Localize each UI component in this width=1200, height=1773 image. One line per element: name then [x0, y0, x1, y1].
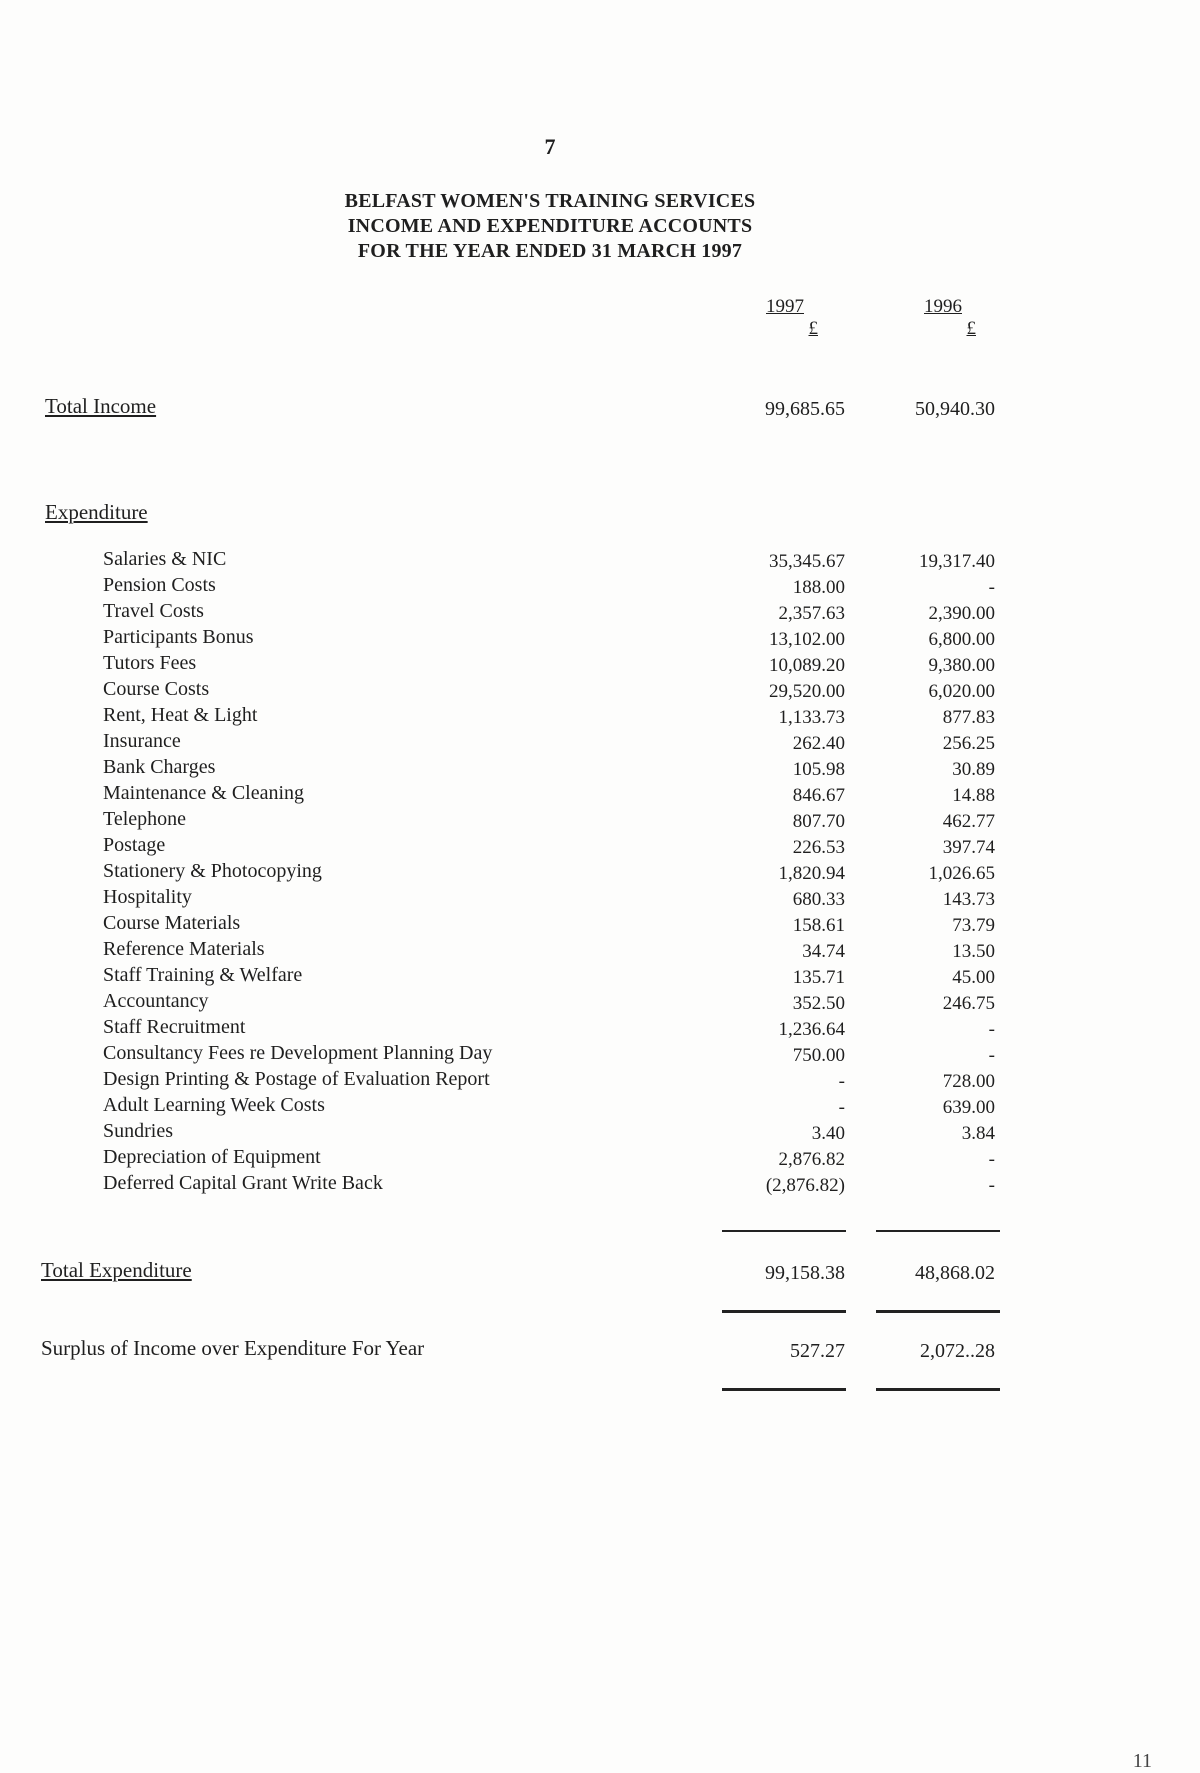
rule-subtotal-1996 — [876, 1230, 1000, 1232]
expenditure-row — [0, 886, 1100, 912]
expenditure-item-name: Rent, Heat & Light — [103, 704, 258, 726]
surplus-label: Surplus of Income over Expenditure For Year — [41, 1336, 425, 1360]
expenditure-item-name: Hospitality — [103, 886, 192, 908]
expenditure-item-name: Bank Charges — [103, 756, 216, 778]
expenditure-item-1997: 352.50 — [792, 993, 845, 1014]
expenditure-item-1997: 1,133.73 — [778, 707, 845, 728]
expenditure-item-1996: - — [988, 1175, 995, 1196]
expenditure-item-1996: 728.00 — [942, 1071, 995, 1092]
expenditure-row — [0, 938, 1100, 964]
total-expenditure-label: Total Expenditure — [41, 1258, 192, 1282]
expenditure-row — [0, 1094, 1100, 1120]
expenditure-row — [0, 782, 1100, 808]
expenditure-item-1997: 10,089.20 — [769, 655, 845, 676]
expenditure-item-name: Sundries — [103, 1120, 173, 1142]
expenditure-item-1996: 9,380.00 — [928, 655, 995, 676]
expenditure-item-1996: - — [988, 577, 995, 598]
surplus-1997: 527.27 — [790, 1340, 845, 1362]
column-currency-1997: £ — [808, 318, 818, 339]
expenditure-item-1997: 34.74 — [802, 941, 845, 962]
expenditure-heading: Expenditure — [45, 500, 148, 524]
expenditure-item-1996: - — [988, 1149, 995, 1170]
title-line-statement: INCOME AND EXPENDITURE ACCOUNTS — [347, 215, 753, 237]
rule-total-1996 — [876, 1310, 1000, 1313]
expenditure-row — [0, 1172, 1100, 1198]
rule-total-1997 — [722, 1310, 846, 1313]
expenditure-item-name: Course Materials — [103, 912, 241, 934]
expenditure-item-name: Depreciation of Equipment — [103, 1146, 321, 1168]
expenditure-row — [0, 1068, 1100, 1094]
total-income-1996: 50,940.30 — [915, 398, 995, 420]
expenditure-row — [0, 652, 1100, 678]
expenditure-item-1996: 2,390.00 — [928, 603, 995, 624]
expenditure-item-name: Travel Costs — [103, 600, 204, 622]
column-currency-1996: £ — [966, 318, 976, 339]
expenditure-item-name: Pension Costs — [103, 574, 216, 596]
expenditure-item-1997: 807.70 — [792, 811, 845, 832]
expenditure-item-1996: 877.83 — [942, 707, 995, 728]
expenditure-item-1996: - — [988, 1019, 995, 1040]
expenditure-item-1997: 35,345.67 — [769, 551, 845, 572]
expenditure-item-name: Stationery & Photocopying — [103, 860, 322, 882]
expenditure-row — [0, 912, 1100, 938]
expenditure-item-1997: 2,876.82 — [778, 1149, 845, 1170]
expenditure-item-1997: 262.40 — [792, 733, 845, 754]
expenditure-item-1996: 246.75 — [942, 993, 995, 1014]
expenditure-item-name: Course Costs — [103, 678, 210, 700]
total-expenditure-1997: 99,158.38 — [765, 1262, 845, 1284]
expenditure-item-1997: 105.98 — [792, 759, 845, 780]
expenditure-item-1997: (2,876.82) — [765, 1175, 845, 1196]
expenditure-item-name: Maintenance & Cleaning — [103, 782, 305, 804]
expenditure-item-1996: 1,026.65 — [928, 863, 995, 884]
expenditure-item-1997: - — [838, 1071, 845, 1092]
expenditure-row — [0, 756, 1100, 782]
expenditure-row — [0, 808, 1100, 834]
expenditure-item-1997: 1,236.64 — [778, 1019, 845, 1040]
expenditure-item-1996: 14.88 — [952, 785, 995, 806]
expenditure-item-1996: 30.89 — [952, 759, 995, 780]
expenditure-item-1997: 226.53 — [792, 837, 845, 858]
expenditure-item-name: Design Printing & Postage of Evaluation Report — [103, 1068, 490, 1090]
column-header-1996 — [878, 296, 1008, 340]
expenditure-item-1997: - — [838, 1097, 845, 1118]
expenditure-item-1997: 29,520.00 — [769, 681, 845, 702]
expenditure-item-1997: 750.00 — [792, 1045, 845, 1066]
expenditure-item-1997: 2,357.63 — [778, 603, 845, 624]
expenditure-item-name: Salaries & NIC — [103, 548, 227, 570]
expenditure-row — [0, 1120, 1100, 1146]
expenditure-item-1996: 45.00 — [952, 967, 995, 988]
expenditure-item-name: Telephone — [103, 808, 187, 830]
expenditure-item-name: Tutors Fees — [103, 652, 197, 674]
expenditure-row — [0, 626, 1100, 652]
total-income-label: Total Income — [45, 394, 157, 418]
expenditure-row — [0, 860, 1100, 886]
expenditure-item-1997: 680.33 — [792, 889, 845, 910]
expenditure-item-1996: 6,020.00 — [928, 681, 995, 702]
expenditure-item-1996: 639.00 — [942, 1097, 995, 1118]
title-line-period: FOR THE YEAR ENDED 31 MARCH 1997 — [357, 240, 743, 262]
expenditure-row — [0, 1016, 1100, 1042]
expenditure-item-1996: 13.50 — [952, 941, 995, 962]
expenditure-item-1997: 1,820.94 — [778, 863, 845, 884]
expenditure-item-1996: 397.74 — [942, 837, 995, 858]
surplus-1996: 2,072..28 — [920, 1340, 995, 1362]
expenditure-item-name: Postage — [103, 834, 166, 856]
expenditure-row — [0, 990, 1100, 1016]
expenditure-item-1996: 19,317.40 — [919, 551, 995, 572]
column-year-1996: 1996 — [924, 296, 962, 317]
rule-surplus-1996 — [876, 1388, 1000, 1391]
expenditure-item-1997: 158.61 — [792, 915, 845, 936]
expenditure-row — [0, 834, 1100, 860]
expenditure-item-1997: 188.00 — [792, 577, 845, 598]
expenditure-item-name: Accountancy — [103, 990, 209, 1012]
expenditure-row — [0, 678, 1100, 704]
expenditure-item-1996: 3.84 — [961, 1123, 995, 1144]
expenditure-item-1997: 135.71 — [792, 967, 845, 988]
total-income-1997: 99,685.65 — [765, 398, 845, 420]
total-expenditure-1996: 48,868.02 — [915, 1262, 995, 1284]
expenditure-row — [0, 730, 1100, 756]
expenditure-row — [0, 1146, 1100, 1172]
expenditure-item-name: Staff Training & Welfare — [103, 964, 303, 986]
expenditure-item-name: Staff Recruitment — [103, 1016, 246, 1038]
expenditure-item-1997: 3.40 — [811, 1123, 845, 1144]
expenditure-item-1996: 6,800.00 — [928, 629, 995, 650]
expenditure-item-1996: - — [988, 1045, 995, 1066]
expenditure-item-name: Participants Bonus — [103, 626, 254, 648]
expenditure-row — [0, 1042, 1100, 1068]
expenditure-item-name: Deferred Capital Grant Write Back — [103, 1172, 383, 1194]
title-line-organisation: BELFAST WOMEN'S TRAINING SERVICES — [344, 190, 756, 212]
corner-page-mark: 11 — [1132, 1750, 1152, 1772]
expenditure-item-1997: 13,102.00 — [769, 629, 845, 650]
rule-subtotal-1997 — [722, 1230, 846, 1232]
column-header-1997 — [720, 296, 850, 340]
expenditure-item-1996: 143.73 — [942, 889, 995, 910]
column-year-1997: 1997 — [766, 296, 804, 317]
expenditure-item-name: Insurance — [103, 730, 181, 752]
expenditure-item-1996: 73.79 — [952, 915, 995, 936]
expenditure-row — [0, 600, 1100, 626]
expenditure-item-1997: 846.67 — [792, 785, 845, 806]
expenditure-list — [0, 548, 1100, 1198]
expenditure-row — [0, 574, 1100, 600]
expenditure-row — [0, 704, 1100, 730]
rule-surplus-1997 — [722, 1388, 846, 1391]
expenditure-item-1996: 256.25 — [942, 733, 995, 754]
expenditure-item-name: Reference Materials — [103, 938, 265, 960]
expenditure-row — [0, 548, 1100, 574]
expenditure-row — [0, 964, 1100, 990]
page-number: 7 — [544, 134, 556, 159]
expenditure-item-1996: 462.77 — [942, 811, 995, 832]
expenditure-item-name: Consultancy Fees re Development Planning Day — [103, 1042, 493, 1064]
expenditure-item-name: Adult Learning Week Costs — [103, 1094, 325, 1116]
